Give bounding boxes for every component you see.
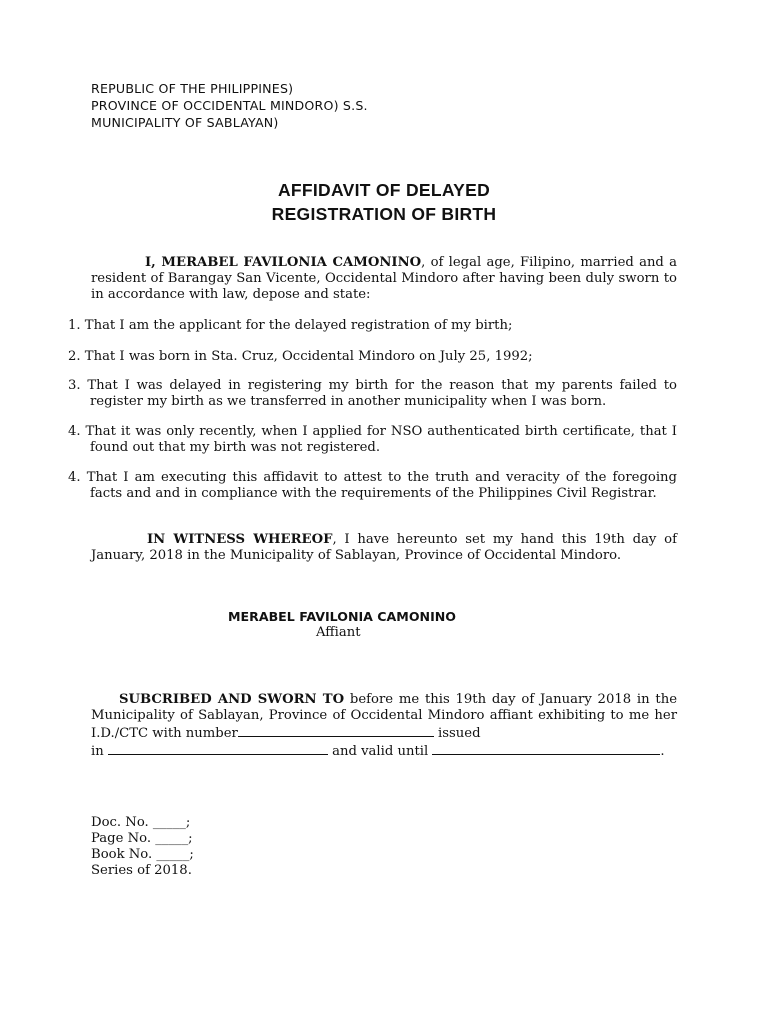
title-line-2: REGISTRATION OF BIRTH: [271, 204, 497, 224]
jurat-body: [91, 692, 677, 742]
caption-province: PROVINCE OF OCCIDENTAL MINDORO) S.S.: [91, 98, 368, 113]
intro-text: , of legal age, Filipino, married and a resident of Barangay San Vicente, Occidental Mindoro after having been duly sworn to in accordance with law, depose and state:: [91, 255, 678, 302]
venue-caption: [91, 80, 511, 131]
caption-municipality: MUNICIPALITY OF SABLAYAN): [91, 115, 279, 130]
doc-number: Doc. No. _____;: [91, 815, 191, 830]
affiant-label: Affiant: [316, 625, 361, 640]
statement-item-4: 4. That it was only recently, when I applied for NSO authenticated birth certificate, that I found out that my birth was not registered.: [68, 424, 677, 455]
statement-item-1: 1. That I am the applicant for the delayed registration of my birth;: [68, 318, 513, 333]
statement-item-2: 2. That I was born in Sta. Cruz, Occidental Mindoro on July 25, 1992;: [68, 349, 533, 364]
jurat-text: before me this 19th day of January 2018 in the Municipality of Sablayan, Province of Occidental Mindoro affiant exhibiting to me her I.D./CTC with number: [91, 692, 677, 741]
jurat-lead: SUBCRIBED AND SWORN TO: [119, 692, 345, 707]
id-number-blank[interactable]: [238, 724, 434, 737]
page-number: Page No. _____;: [91, 831, 193, 846]
witness-text: , I have hereunto set my hand this 19th day of January, 2018 in the Municipality of Sablayan, Province of Occidental Mindoro.: [91, 532, 677, 563]
series-year: Series of 2018.: [91, 863, 192, 878]
jurat-paragraph: [91, 692, 677, 760]
valid-until-blank[interactable]: [432, 742, 660, 755]
statement-item-3: 3. That I was delayed in registering my birth for the reason that my parents failed to register my birth as we transferred in another municipality when I was born.: [68, 378, 677, 409]
statement-item-5: 4. That I am executing this affidavit to attest to the truth and veracity of the foregoing facts and and in compliance with the requirements of the Philippines Civil Registrar.: [68, 470, 677, 501]
jurat-issued: issued: [433, 726, 481, 741]
jurat-valid: and valid until: [327, 744, 433, 759]
issued-place-blank[interactable]: [108, 742, 328, 755]
jurat-last-line: [91, 742, 677, 760]
witness-paragraph: [91, 532, 677, 564]
notarial-register: [91, 815, 291, 879]
caption-republic: REPUBLIC OF THE PHILIPPINES): [91, 81, 294, 96]
affiant-signature-name: MERABEL FAVILONIA CAMONINO: [228, 609, 457, 624]
jurat-end: .: [660, 744, 665, 759]
affiant-name-intro: I, MERABEL FAVILONIA CAMONINO: [145, 255, 422, 270]
jurat-in: in: [91, 744, 108, 759]
intro-paragraph: [91, 255, 677, 303]
document-title: [184, 178, 584, 226]
title-line-1: AFFIDAVIT OF DELAYED: [277, 180, 491, 200]
witness-lead: IN WITNESS WHEREOF: [147, 532, 333, 547]
book-number: Book No. _____;: [91, 847, 194, 862]
